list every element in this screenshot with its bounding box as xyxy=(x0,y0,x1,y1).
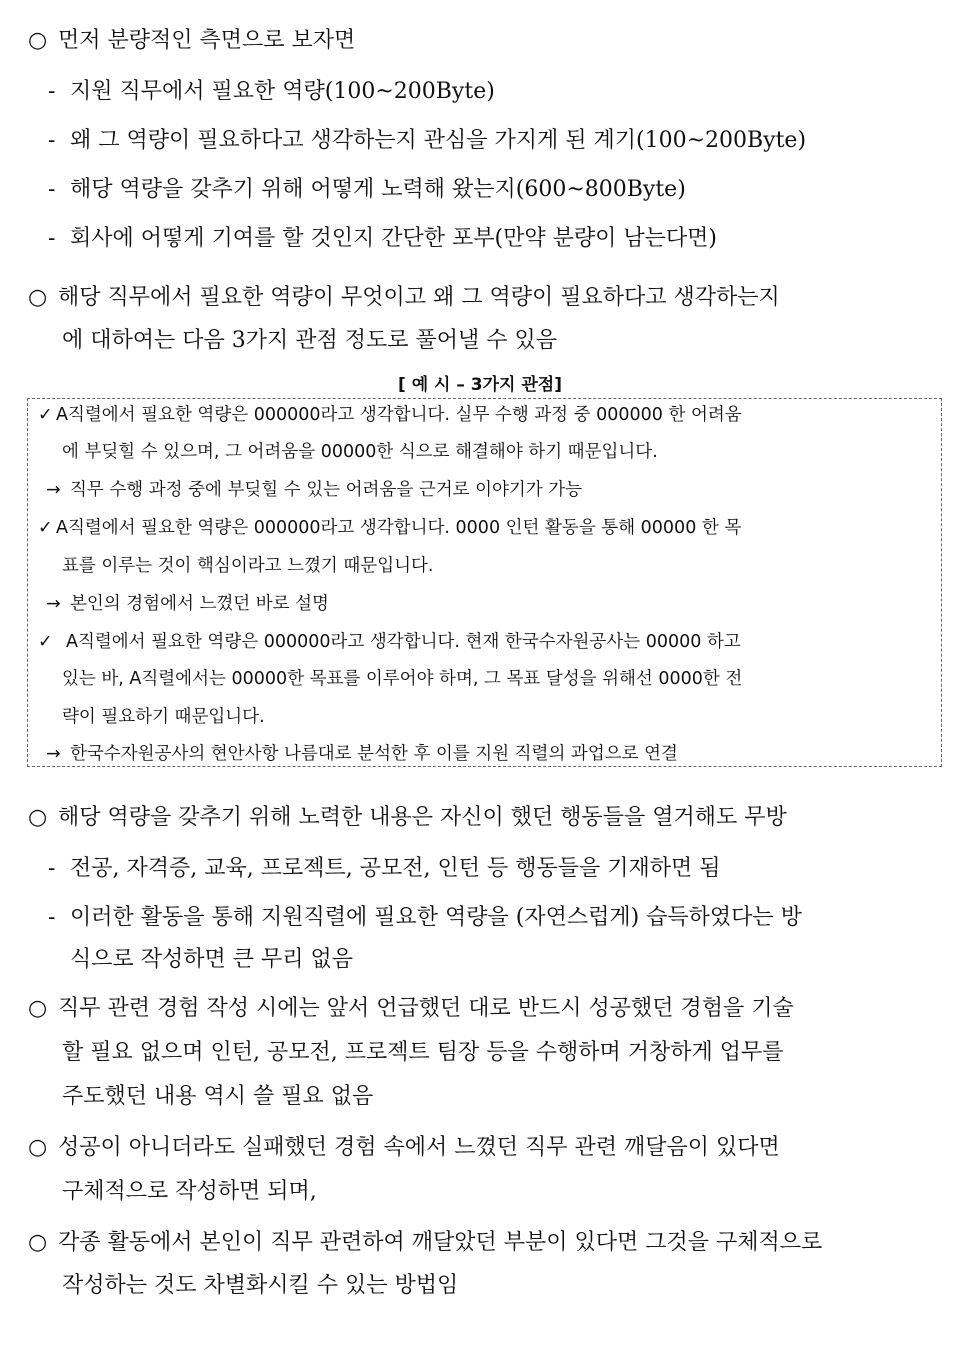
section3-item-2 xyxy=(48,903,802,933)
section3-item-text: 전공, 자격증, 교육, 프로젝트, 공모전, 인턴 등 행동들을 기재하면 됨 xyxy=(70,856,721,881)
section2-line-2 xyxy=(62,326,557,356)
section3-item-text: 이러한 활동을 통해 지원직렬에 필요한 역량을 (자연스럽게) 습득하였다는 방 xyxy=(70,905,802,930)
section5-text: 성공이 아니더라도 실패했던 경험 속에서 느꼈던 직무 관련 깨달음이 있다면 xyxy=(58,1135,780,1160)
example-entry-2-note xyxy=(46,591,329,617)
section1-item-3 xyxy=(48,175,686,205)
example-entry-1-note xyxy=(46,477,582,503)
circle-bullet: ○ xyxy=(28,1230,48,1255)
section6-text: 각종 활동에서 본인이 직무 관련하여 깨달았던 부분이 있다면 그것을 구체적으로 xyxy=(58,1230,823,1255)
circle-bullet: ○ xyxy=(28,805,48,830)
example-text: 표를 이루는 것이 핵심이라고 느꼈기 때문입니다. xyxy=(62,556,434,576)
section3-item-2-cont xyxy=(70,945,353,975)
section1-item-text: 해당 역량을 갖추기 위해 어떻게 노력해 왔는지(600~800Byte) xyxy=(70,177,686,202)
dash-bullet: - xyxy=(48,177,56,202)
section6-line-1 xyxy=(28,1228,822,1258)
example-note: 한국수자원공사의 현안사항 나름대로 분석한 후 이를 지원 직렬의 과업으로 연결 xyxy=(70,744,678,764)
example-text: A직렬에서 필요한 역량은 000000라고 생각합니다. 실무 수행 과정 중 000000 한 어려움 xyxy=(56,405,742,425)
example-text: 있는 바, A직렬에서는 00000한 목표를 이루어야 하며, 그 목표 달성을 위해선 0000한 전 xyxy=(62,669,743,689)
section1-item-text: 왜 그 역량이 필요하다고 생각하는지 관심을 가지게 된 계기(100~200Byte) xyxy=(70,128,807,153)
example-note: 본인의 경험에서 느꼈던 바로 설명 xyxy=(70,594,329,614)
section2-line-1 xyxy=(28,283,780,313)
section4-line-2 xyxy=(62,1038,783,1068)
checkmark-icon: ✓ xyxy=(38,632,53,652)
section1-item-text: 지원 직무에서 필요한 역량(100~200Byte) xyxy=(70,79,495,104)
section2-text: 에 대하여는 다음 3가지 관점 정도로 풀어낼 수 있음 xyxy=(62,328,557,353)
example-entry-1-line-2 xyxy=(62,439,658,465)
section1-heading-text: 먼저 분량적인 측면으로 보자면 xyxy=(58,28,356,53)
right-arrow-icon: → xyxy=(46,744,61,764)
section6-line-2 xyxy=(62,1271,458,1301)
section1-item-text: 회사에 어떻게 기여를 할 것인지 간단한 포부(만약 분량이 남는다면) xyxy=(70,226,717,251)
example-text: A직렬에서 필요한 역량은 000000라고 생각합니다. 현재 한국수자원공사는 00000 하고 xyxy=(66,632,741,652)
section4-line-3 xyxy=(62,1082,373,1112)
dash-bullet: - xyxy=(48,905,56,930)
section4-line-1 xyxy=(28,994,794,1024)
dash-bullet: - xyxy=(48,226,56,251)
section3-heading-text: 해당 역량을 갖추기 위해 노력한 내용은 자신이 했던 행동들을 열거해도 무방 xyxy=(58,805,787,830)
example-text: 에 부딪힐 수 있으며, 그 어려움을 00000한 식으로 해결해야 하기 때문입니다. xyxy=(62,442,658,462)
example-box-title: [ 예 시 – 3가지 관점] xyxy=(398,375,562,395)
example-text: A직렬에서 필요한 역량은 000000라고 생각합니다. 0000 인턴 활동을 통해 00000 한 목 xyxy=(56,518,742,538)
section1-item-1 xyxy=(48,77,495,107)
example-entry-2-line-2 xyxy=(62,553,433,579)
section1-heading xyxy=(28,26,355,56)
example-entry-2-line-1 xyxy=(38,515,741,541)
circle-bullet: ○ xyxy=(28,285,48,310)
checkmark-icon: ✓ xyxy=(38,405,53,425)
example-text: 략이 필요하기 때문입니다. xyxy=(62,707,265,727)
section5-line-2 xyxy=(62,1177,317,1207)
dash-bullet: - xyxy=(48,856,56,881)
section1-item-4 xyxy=(48,224,717,254)
section1-item-2 xyxy=(48,126,806,156)
section4-text: 직무 관련 경험 작성 시에는 앞서 언급했던 대로 반드시 성공했던 경험을 기술 xyxy=(58,996,794,1021)
dash-bullet: - xyxy=(48,128,56,153)
circle-bullet: ○ xyxy=(28,28,48,53)
example-note: 직무 수행 과정 중에 부딪힐 수 있는 어려움을 근거로 이야기가 가능 xyxy=(70,480,583,500)
circle-bullet: ○ xyxy=(28,996,48,1021)
section3-item-1 xyxy=(48,854,720,884)
section4-text: 할 필요 없으며 인턴, 공모전, 프로젝트 팀장 등을 수행하며 거창하게 업무를 xyxy=(62,1040,784,1065)
section5-line-1 xyxy=(28,1133,780,1163)
section3-heading xyxy=(28,803,787,833)
example-entry-3-line-1 xyxy=(38,629,741,655)
right-arrow-icon: → xyxy=(46,594,61,614)
section3-item-text: 식으로 작성하면 큰 무리 없음 xyxy=(70,947,353,972)
section6-text: 작성하는 것도 차별화시킬 수 있는 방법임 xyxy=(62,1273,459,1298)
section5-text: 구체적으로 작성하면 되며, xyxy=(62,1179,317,1204)
example-entry-3-note xyxy=(46,741,678,767)
dash-bullet: - xyxy=(48,79,56,104)
section2-text: 해당 직무에서 필요한 역량이 무엇이고 왜 그 역량이 필요하다고 생각하는지 xyxy=(58,285,780,310)
example-entry-1-line-1 xyxy=(38,402,742,428)
example-entry-3-line-3 xyxy=(62,704,265,730)
example-entry-3-line-2 xyxy=(62,666,742,692)
checkmark-icon: ✓ xyxy=(38,518,53,538)
circle-bullet: ○ xyxy=(28,1135,48,1160)
right-arrow-icon: → xyxy=(46,480,61,500)
section4-text: 주도했던 내용 역시 쓸 필요 없음 xyxy=(62,1084,374,1109)
